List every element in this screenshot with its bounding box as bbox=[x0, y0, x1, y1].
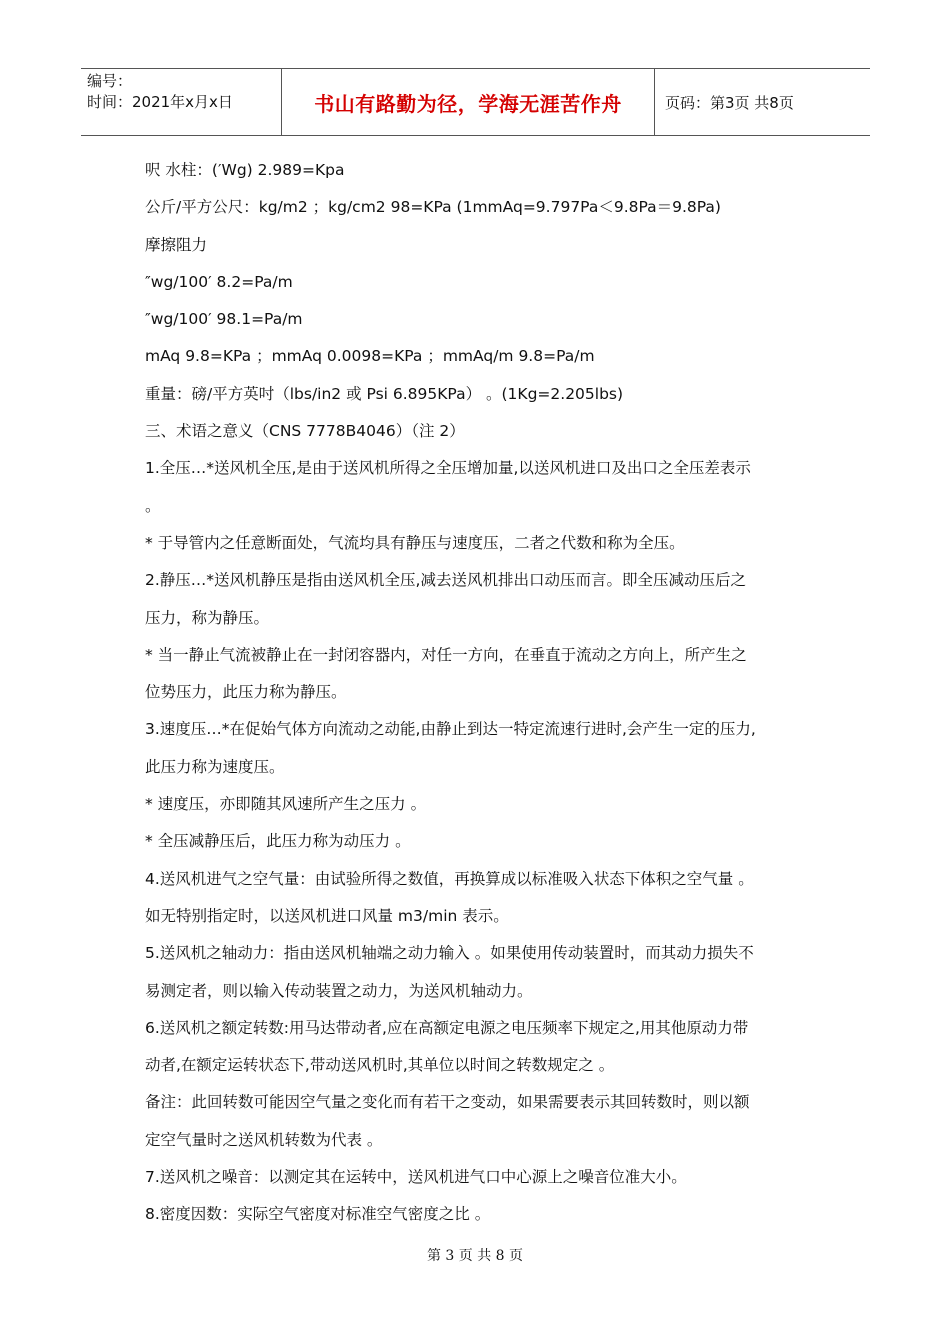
page-info: 页码：第3页 共8页 bbox=[665, 93, 794, 112]
text-line: 定空气量时之送风机转数为代表 。 bbox=[145, 1130, 383, 1149]
text-line: 2.静压…*送风机静压是指由送风机全压,减去送风机排出口动压而言。即全压减动压后之 bbox=[145, 571, 746, 590]
text-line: 三、术语之意义（CNS 7778B4046）（注 2） bbox=[145, 422, 465, 441]
footer-page-number: 第 3 页 共 8 页 bbox=[426, 1248, 524, 1264]
text-line: 位势压力，此压力称为静压。 bbox=[145, 683, 347, 702]
text-line: 5.送风机之轴动力：指由送风机轴端之动力输入 。如果使用传动装置时，而其动力损失不 bbox=[145, 944, 754, 963]
text-line: ″wg/100′ 8.2=Pa/m bbox=[145, 272, 293, 291]
text-line: 摩擦阻力 bbox=[145, 235, 208, 254]
text-line: ″wg/100′ 98.1=Pa/m bbox=[145, 310, 303, 329]
text-line: 3.速度压…*在促始气体方向流动之动能,由静止到达一特定流速行进时,会产生一定的压力, bbox=[145, 720, 756, 739]
motto-text: 书山有路勤为径，学海无涯苦作舟 bbox=[314, 91, 622, 116]
header-left-cell bbox=[81, 69, 282, 135]
text-line: 备注：此回转数可能因空气量之变化而有若干之变动，如果需要表示其回转数时，则以额 bbox=[145, 1093, 750, 1112]
text-line: 6.送风机之额定转数:用马达带动者,应在高额定电源之电压频率下规定之,用其他原动力带 bbox=[145, 1018, 749, 1037]
header-page-cell bbox=[655, 69, 870, 135]
page-header bbox=[81, 68, 870, 136]
text-line: 。 bbox=[145, 496, 161, 515]
text-line: 重量：磅/平方英吋（lbs/in2 或 Psi 6.895KPa） 。(1Kg=2.205lbs) bbox=[145, 384, 624, 403]
text-line: * 当一静止气流被静止在一封闭容器内，对任一方向，在垂直于流动之方向上，所产生之 bbox=[145, 645, 747, 664]
text-line: mAq 9.8=KPa ；mmAq 0.0098=KPa ；mmAq/m 9.8=Pa/m bbox=[145, 347, 595, 366]
document-body bbox=[145, 152, 815, 1234]
text-line: 8.密度因数：实际空气密度对标准空气密度之比 。 bbox=[145, 1205, 491, 1224]
doc-number-label: 编号： bbox=[87, 72, 133, 90]
header-motto-cell bbox=[282, 69, 655, 135]
text-line: 如无特别指定时，以送风机进口风量 m3/min 表示。 bbox=[145, 906, 509, 925]
text-line: 动者,在额定运转状态下,带动送风机时,其单位以时间之转数规定之 。 bbox=[145, 1056, 615, 1075]
text-line: 7.送风机之噪音：以测定其在运转中，送风机进气口中心源上之噪音位准大小。 bbox=[145, 1168, 687, 1187]
text-line: 易测定者，则以输入传动装置之动力，为送风机轴动力。 bbox=[145, 981, 533, 1000]
text-line: 1.全压…*送风机全压,是由于送风机所得之全压增加量,以送风机进口及出口之全压差表示 bbox=[145, 459, 751, 478]
text-line: 4.送风机进气之空气量：由试验所得之数值，再换算成以标准吸入状态下体积之空气量 。 bbox=[145, 869, 754, 888]
page-footer bbox=[0, 1245, 950, 1265]
text-line: * 于导管内之任意断面处，气流均具有静压与速度压，二者之代数和称为全压。 bbox=[145, 533, 685, 552]
text-line: 此压力称为速度压。 bbox=[145, 757, 285, 776]
date-text: 时间：2021年x月x日 bbox=[87, 93, 233, 111]
text-line: * 速度压，亦即随其风速所产生之压力 。 bbox=[145, 795, 427, 814]
text-line: 呎 水柱：(′Wg) 2.989=Kpa bbox=[145, 161, 345, 179]
text-line: 公斤/平方公尺：kg/m2 ；kg/cm2 98=KPa (1mmAq=9.797Pa＜9.8Pa＝9.8Pa) bbox=[145, 198, 721, 217]
text-line: * 全压减静压后，此压力称为动压力 。 bbox=[145, 832, 411, 851]
text-line: 压力，称为静压。 bbox=[145, 608, 270, 627]
